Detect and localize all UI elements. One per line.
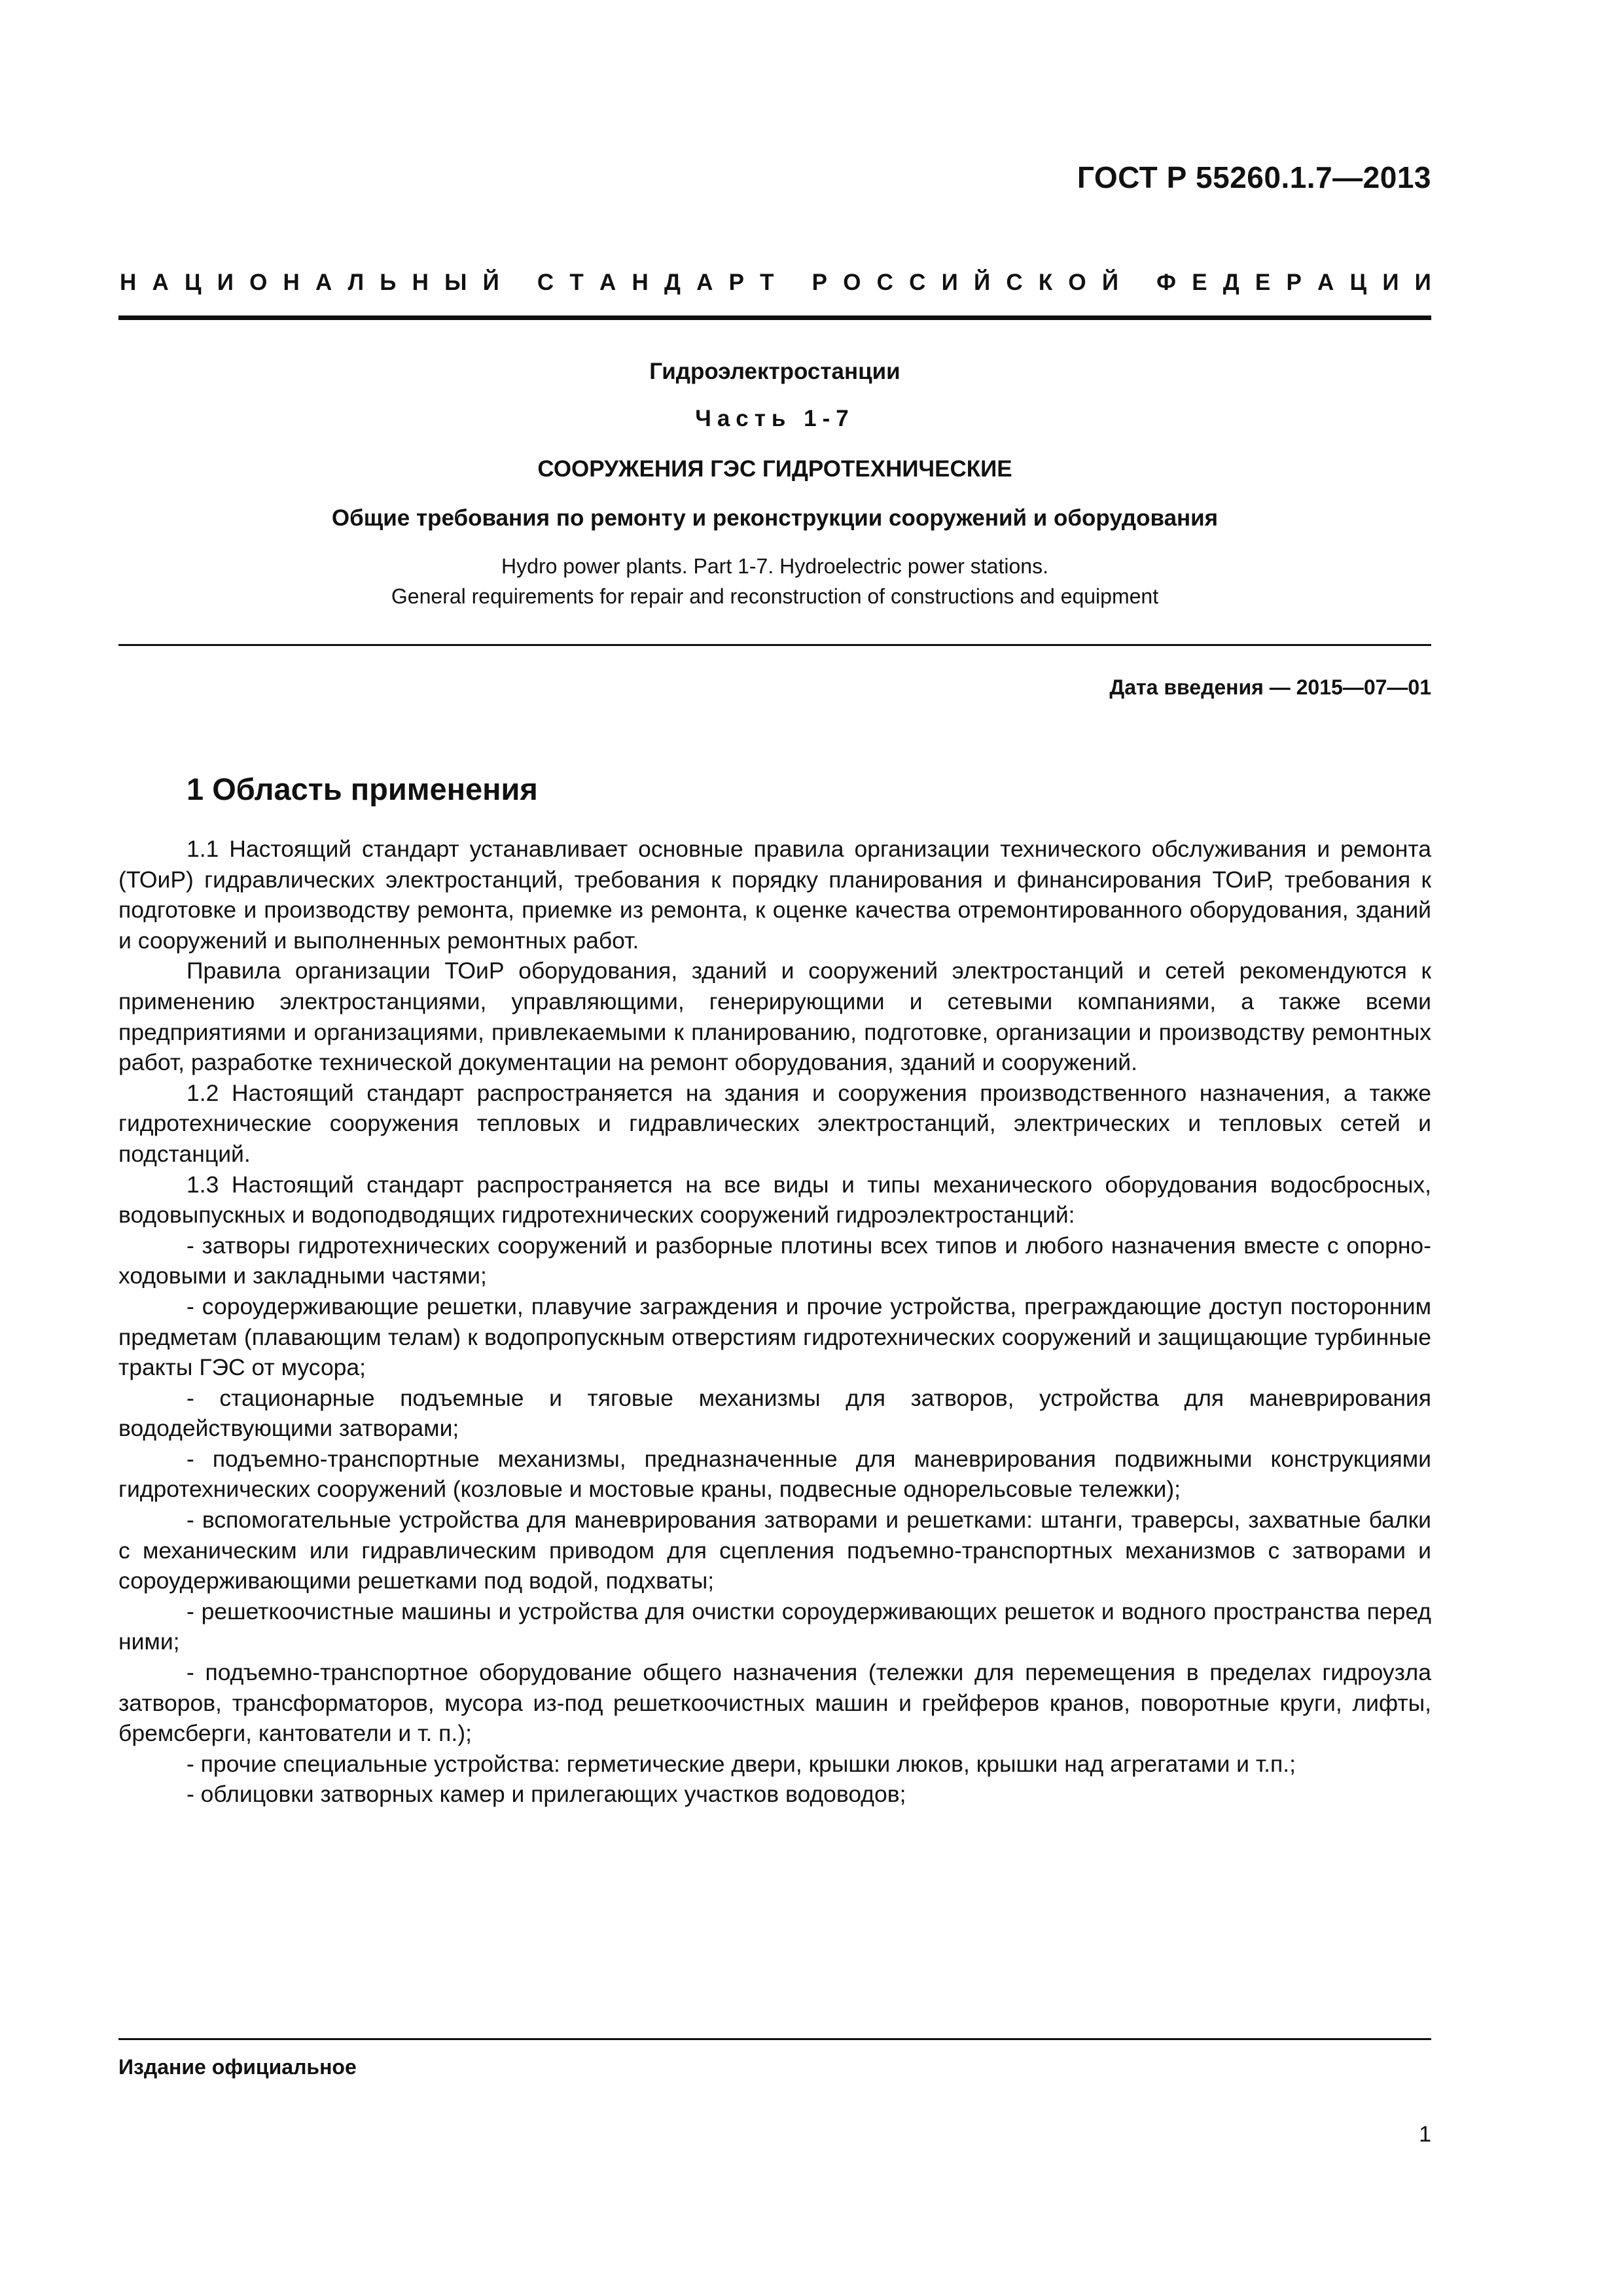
- title-letter: О: [249, 270, 268, 295]
- title-letter: Ц: [184, 270, 202, 295]
- title-word-gap: [515, 270, 522, 296]
- footer-divider: [118, 2038, 1431, 2040]
- title-letter: Ц: [1349, 270, 1367, 295]
- list-item: - стационарные подъемные и тяговые механизмы для затворов, устройства для маневрирования вододействующими затворами;: [118, 1384, 1431, 1442]
- title-letter: А: [315, 270, 332, 295]
- title-letter: И: [1414, 270, 1431, 295]
- title-letter: Ы: [444, 270, 467, 295]
- title-letter: Н: [632, 270, 649, 295]
- title-letter: С: [537, 270, 554, 295]
- title-letter: Ь: [380, 270, 397, 295]
- edition-label: Издание официальное: [118, 2055, 357, 2079]
- list-item: - сороудерживающие решетки, плавучие заграждения и прочие устройства, преграждающие доступ посторонним предметам (плавающим телам) к водопропускным отверстиям гидротехнических сооружений и защищающие турбинные тракты ГЭС от мусора;: [118, 1293, 1431, 1381]
- header-divider: [118, 315, 1431, 320]
- title-letter: Д: [1222, 270, 1240, 295]
- title-letter: С: [876, 270, 893, 295]
- list-item: - вспомогательные устройства для маневрирования затворами и решетками: штанги, траверсы, захватные балки с механическим или гидравлическим приводом для сцепления подъемно-транспортных механизмов с затворами и сороудерживающими решетками под водой, подхваты;: [118, 1507, 1431, 1594]
- title-letter: С: [909, 270, 926, 295]
- title-letter: Н: [283, 270, 300, 295]
- title-letter: Е: [1255, 270, 1271, 295]
- section-body: [118, 834, 1431, 1810]
- list-item: - облицовки затворных камер и прилегающих участков водоводов;: [187, 1781, 906, 1808]
- title-letter: Й: [482, 270, 499, 295]
- title-letter: А: [1317, 270, 1334, 295]
- section-heading: 1 Область применения: [187, 772, 538, 806]
- paragraph: 1.2 Настоящий стандарт распространяется на здания и сооружения производственного назначения, а также гидротехнические сооружения тепловых и гидравлических электростанций, электрических и тепловых сетей и подстанций.: [118, 1079, 1431, 1167]
- title-structures: СООРУЖЕНИЯ ГЭС ГИДРОТЕХНИЧЕСКИЕ: [537, 456, 1012, 482]
- title-letter: Н: [120, 270, 137, 295]
- title-plants: Гидроэлектростанции: [649, 359, 901, 384]
- title-letter: И: [941, 270, 958, 295]
- list-item: - подъемно-транспортные механизмы, предназначенные для маневрирования подвижными конструкциями гидротехнических сооружений (козловые и мостовые краны, подвесные однорельсовые тележки);: [118, 1445, 1431, 1503]
- national-standard-title: [120, 270, 1431, 296]
- list-item: - решеткоочистные машины и устройства для очистки сороудерживающих решеток и водного пространства перед ними;: [118, 1598, 1431, 1655]
- title-word-gap: [1134, 270, 1141, 296]
- title-letter: О: [1068, 270, 1086, 295]
- title-general-requirements: Общие требования по ремонту и реконструкции сооружений и оборудования: [331, 505, 1219, 531]
- list-item: - затворы гидротехнических сооружений и разборные плотины всех типов и любого назначения вместе с опорно-ходовыми и закладными частями;: [118, 1232, 1431, 1289]
- title-letter: Т: [569, 270, 584, 295]
- english-title-line-1: Hydro power plants. Part 1-7. Hydroelectric power stations.: [501, 554, 1048, 578]
- title-letter: Р: [728, 270, 744, 295]
- title-letter: Т: [760, 270, 774, 295]
- title-letter: С: [1006, 270, 1023, 295]
- title-letter: Р: [1286, 270, 1302, 295]
- paragraph: 1.3 Настоящий стандарт распространяется на все виды и типы механического оборудования водосбросных, водовыпускных и водоподводящих гидротехнических сооружений гидроэлектростанций:: [118, 1171, 1431, 1229]
- english-title-line-2: General requirements for repair and reconstruction of constructions and equipment: [391, 584, 1159, 608]
- title-letter: И: [1382, 270, 1399, 295]
- title-divider: [118, 644, 1431, 646]
- title-letter: Н: [412, 270, 429, 295]
- list-item: - подъемно-транспортное оборудование общего назначения (тележки для перемещения в пределах гидроузла затворов, трансформаторов, мусора из-под решеткоочистных машин и грейферов кранов, поворотные круги, лифты, бремсберги, кантователи и т. п.);: [118, 1659, 1431, 1747]
- title-letter: К: [1038, 270, 1053, 295]
- title-letter: Ф: [1156, 270, 1177, 295]
- introduction-date: Дата введения — 2015—07—01: [1109, 675, 1431, 699]
- title-letter: А: [696, 270, 713, 295]
- list-item: - прочие специальные устройства: герметические двери, крышки люков, крышки над агрегатами и т.п.;: [187, 1750, 1296, 1777]
- paragraph: Правила организации ТОиР оборудования, зданий и сооружений электростанций и сетей рекомендуются к применению электростанциями, управляющими, генерирующими и сетевыми компаниями, а также всеми предприятиями и организациями, привлекаемыми к планированию, подготовке, организации и производству ремонтных работ, разработке технической документации на ремонт оборудования, зданий и сооружений.: [118, 958, 1431, 1076]
- title-letter: А: [152, 270, 169, 295]
- page-number: 1: [1419, 2122, 1431, 2147]
- title-letter: Д: [664, 270, 681, 295]
- paragraph: 1.1 Настоящий стандарт устанавливает основные правила организации технического обслуживания и ремонта (ТОиР) гидравлических электростанций, требования к порядку планирования и финансирования ТОиР, требования к подготовке и производству ремонта, приемке из ремонта, к оценке качества отремонтированного оборудования, зданий и сооружений и выполненных ремонтных работ.: [118, 836, 1431, 954]
- title-letter: Й: [973, 270, 991, 295]
- title-letter: Р: [812, 270, 828, 295]
- title-letter: Й: [1101, 270, 1118, 295]
- title-letter: О: [843, 270, 861, 295]
- title-part: Часть 1-7: [695, 406, 855, 431]
- title-letter: Е: [1192, 270, 1207, 295]
- title-letter: А: [599, 270, 616, 295]
- title-word-gap: [790, 270, 796, 296]
- title-letter: И: [217, 270, 234, 295]
- title-letter: Л: [348, 270, 365, 295]
- document-code: ГОСТ Р 55260.1.7—2013: [1077, 160, 1431, 194]
